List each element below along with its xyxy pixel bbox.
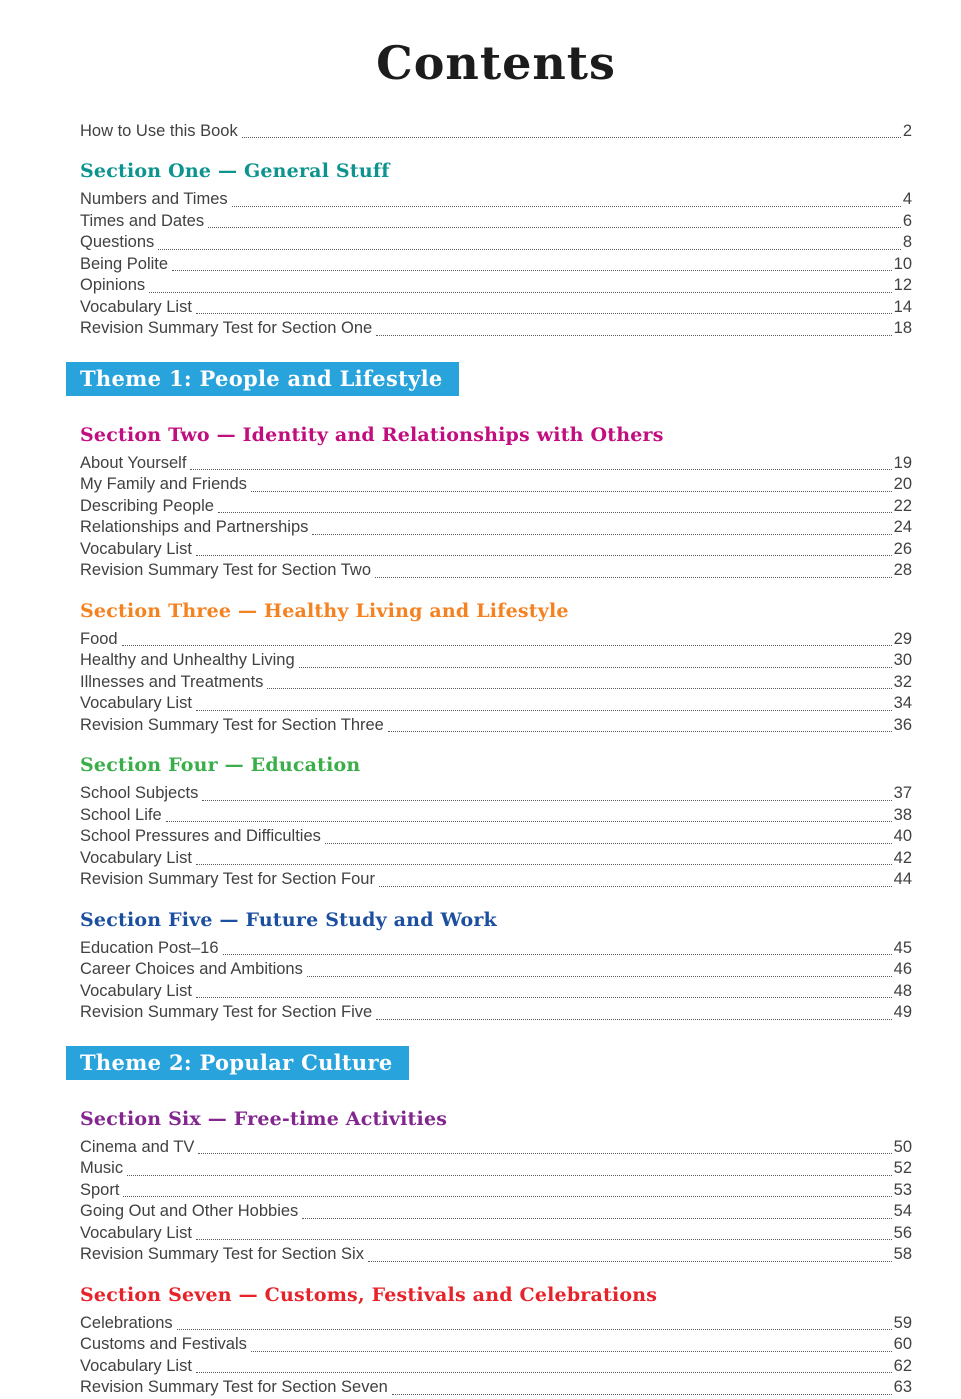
entry-page: 44	[893, 870, 912, 889]
toc-entry	[80, 672, 912, 694]
page-title: Contents	[376, 36, 616, 90]
toc-entry	[80, 805, 912, 827]
entry-page: 38	[893, 805, 912, 824]
entry-label: Revision Summary Test for Section Six	[80, 1245, 364, 1264]
entry-page: 58	[893, 1245, 912, 1264]
entry-label: School Subjects	[80, 784, 199, 803]
toc-entry	[80, 211, 912, 233]
toc-entry	[80, 1201, 912, 1223]
entry-page: 54	[893, 1202, 912, 1221]
toc-entry	[80, 275, 912, 297]
entry-label: How to Use this Book	[80, 121, 238, 140]
entry-label: Numbers and Times	[80, 190, 228, 209]
section-heading: Section Four — Education	[80, 754, 361, 777]
entry-page: 24	[893, 518, 912, 537]
entry-page: 40	[893, 827, 912, 846]
dotted-leader	[375, 577, 892, 578]
toc-entry	[80, 474, 912, 496]
toc-entry	[80, 693, 912, 715]
toc-entry	[80, 848, 912, 870]
entry-label: Vocabulary List	[80, 848, 192, 867]
dotted-leader	[122, 645, 892, 646]
entry-label: Revision Summary Test for Section Seven	[80, 1378, 388, 1397]
entry-page: 30	[893, 651, 912, 670]
dotted-leader	[190, 469, 891, 470]
entry-page: 59	[893, 1313, 912, 1332]
dotted-leader	[232, 206, 901, 207]
entry-page: 60	[893, 1335, 912, 1354]
entry-label: Healthy and Unhealthy Living	[80, 651, 295, 670]
section-heading: Section Seven — Customs, Festivals and Celebrations	[80, 1283, 658, 1306]
entry-label: Revision Summary Test for Section One	[80, 319, 373, 338]
section-heading: Section One — General Stuff	[80, 160, 390, 183]
toc-entry	[80, 189, 912, 211]
entry-page: 56	[893, 1223, 912, 1242]
toc-entry	[80, 232, 912, 254]
entry-page: 26	[893, 539, 912, 558]
entry-page: 48	[893, 981, 912, 1000]
entry-label: Food	[80, 629, 118, 648]
dotted-leader	[242, 137, 901, 138]
toc-entry	[80, 826, 912, 848]
toc-entry	[80, 121, 912, 143]
entry-label: School Pressures and Difficulties	[80, 827, 321, 846]
dotted-leader	[223, 954, 892, 955]
entry-label: School Life	[80, 805, 162, 824]
dotted-leader	[388, 731, 892, 732]
toc-entry	[80, 981, 912, 1003]
entry-label: Times and Dates	[80, 211, 205, 230]
entry-page: 63	[893, 1378, 912, 1397]
entry-label: Questions	[80, 233, 155, 252]
dotted-leader	[196, 313, 892, 314]
dotted-leader	[196, 1372, 892, 1373]
entry-label: Education Post–16	[80, 938, 219, 957]
entry-label: Describing People	[80, 496, 214, 515]
entry-label: Revision Summary Test for Section Five	[80, 1003, 373, 1022]
toc-entry	[80, 254, 912, 276]
entry-page: 62	[893, 1356, 912, 1375]
entry-label: About Yourself	[80, 453, 187, 472]
toc-entry	[80, 783, 912, 805]
entry-label: Cinema and TV	[80, 1137, 195, 1156]
toc-entry	[80, 869, 912, 891]
dotted-leader	[376, 335, 891, 336]
toc-entry	[80, 1244, 912, 1266]
entry-label: Relationships and Partnerships	[80, 518, 309, 537]
dotted-leader	[267, 688, 891, 689]
toc-entry	[80, 629, 912, 651]
entry-page: 37	[893, 784, 912, 803]
dotted-leader	[376, 1019, 891, 1020]
toc-entry	[80, 715, 912, 737]
entry-page: 34	[893, 694, 912, 713]
section-heading: Section Five — Future Study and Work	[80, 908, 497, 931]
entry-label: Career Choices and Ambitions	[80, 960, 303, 979]
dotted-leader	[312, 534, 891, 535]
entry-label: Revision Summary Test for Section Three	[80, 715, 384, 734]
toc-entry	[80, 1158, 912, 1180]
entry-page: 4	[902, 190, 912, 209]
toc-entry	[80, 560, 912, 582]
dotted-leader	[208, 227, 901, 228]
dotted-leader	[123, 1196, 891, 1197]
toc-entry	[80, 318, 912, 340]
dotted-leader	[251, 491, 892, 492]
entry-page: 50	[893, 1137, 912, 1156]
toc-entry	[80, 959, 912, 981]
entry-page: 14	[893, 297, 912, 316]
section-heading: Section Three — Healthy Living and Lifestyle	[80, 599, 569, 622]
toc-entry	[80, 539, 912, 561]
toc-entry	[80, 1223, 912, 1245]
entry-label: Revision Summary Test for Section Four	[80, 870, 375, 889]
entry-label: Sport	[80, 1180, 120, 1199]
entry-label: Vocabulary List	[80, 694, 192, 713]
entry-label: Customs and Festivals	[80, 1335, 247, 1354]
toc-entry	[80, 1137, 912, 1159]
theme-banner: Theme 1: People and Lifestyle	[66, 362, 459, 396]
dotted-leader	[325, 843, 892, 844]
entry-page: 10	[893, 254, 912, 273]
toc	[80, 121, 912, 1399]
entry-label: Vocabulary List	[80, 297, 192, 316]
dotted-leader	[158, 249, 901, 250]
entry-page: 20	[893, 475, 912, 494]
dotted-leader	[196, 1239, 892, 1240]
section-heading: Section Six — Free-time Activities	[80, 1107, 448, 1130]
toc-entry	[80, 1313, 912, 1335]
dotted-leader	[196, 555, 892, 556]
entry-label: Celebrations	[80, 1313, 173, 1332]
theme-banner: Theme 2: Popular Culture	[66, 1046, 409, 1080]
entry-page: 52	[893, 1159, 912, 1178]
toc-entry	[80, 1180, 912, 1202]
entry-label: Opinions	[80, 276, 146, 295]
entry-page: 8	[902, 233, 912, 252]
dotted-leader	[218, 512, 892, 513]
dotted-leader	[202, 800, 891, 801]
entry-page: 18	[893, 319, 912, 338]
dotted-leader	[299, 667, 892, 668]
entry-label: My Family and Friends	[80, 475, 247, 494]
entry-page: 2	[902, 121, 912, 140]
entry-page: 32	[893, 672, 912, 691]
dotted-leader	[368, 1261, 892, 1262]
section-heading: Section Two — Identity and Relationships with Others	[80, 423, 664, 446]
dotted-leader	[251, 1351, 892, 1352]
entry-page: 6	[902, 211, 912, 230]
dotted-leader	[177, 1329, 892, 1330]
toc-entry	[80, 517, 912, 539]
entry-page: 12	[893, 276, 912, 295]
entry-label: Going Out and Other Hobbies	[80, 1202, 299, 1221]
entry-label: Vocabulary List	[80, 1223, 192, 1242]
entry-label: Vocabulary List	[80, 539, 192, 558]
dotted-leader	[392, 1394, 892, 1395]
dotted-leader	[198, 1153, 891, 1154]
toc-entry	[80, 1377, 912, 1399]
entry-label: Music	[80, 1159, 124, 1178]
toc-entry	[80, 1334, 912, 1356]
entry-label: Illnesses and Treatments	[80, 672, 264, 691]
dotted-leader	[307, 976, 892, 977]
entry-label: Vocabulary List	[80, 981, 192, 1000]
entry-page: 46	[893, 960, 912, 979]
entry-page: 19	[893, 453, 912, 472]
toc-entry	[80, 650, 912, 672]
entry-page: 28	[893, 561, 912, 580]
entry-page: 36	[893, 715, 912, 734]
entry-page: 49	[893, 1003, 912, 1022]
toc-entry	[80, 1356, 912, 1378]
dotted-leader	[166, 821, 892, 822]
toc-entry	[80, 1002, 912, 1024]
entry-label: Vocabulary List	[80, 1356, 192, 1375]
toc-entry	[80, 453, 912, 475]
entry-page: 22	[893, 496, 912, 515]
dotted-leader	[127, 1175, 892, 1176]
dotted-leader	[196, 864, 892, 865]
entry-page: 45	[893, 938, 912, 957]
dotted-leader	[196, 997, 892, 998]
dotted-leader	[149, 292, 892, 293]
dotted-leader	[302, 1218, 891, 1219]
toc-entry	[80, 297, 912, 319]
toc-entry	[80, 496, 912, 518]
toc-entry	[80, 938, 912, 960]
entry-label: Being Polite	[80, 254, 169, 273]
entry-page: 29	[893, 629, 912, 648]
entry-page: 42	[893, 848, 912, 867]
dotted-leader	[196, 710, 892, 711]
entry-label: Revision Summary Test for Section Two	[80, 561, 372, 580]
entry-page: 53	[893, 1180, 912, 1199]
dotted-leader	[172, 270, 892, 271]
dotted-leader	[379, 886, 892, 887]
